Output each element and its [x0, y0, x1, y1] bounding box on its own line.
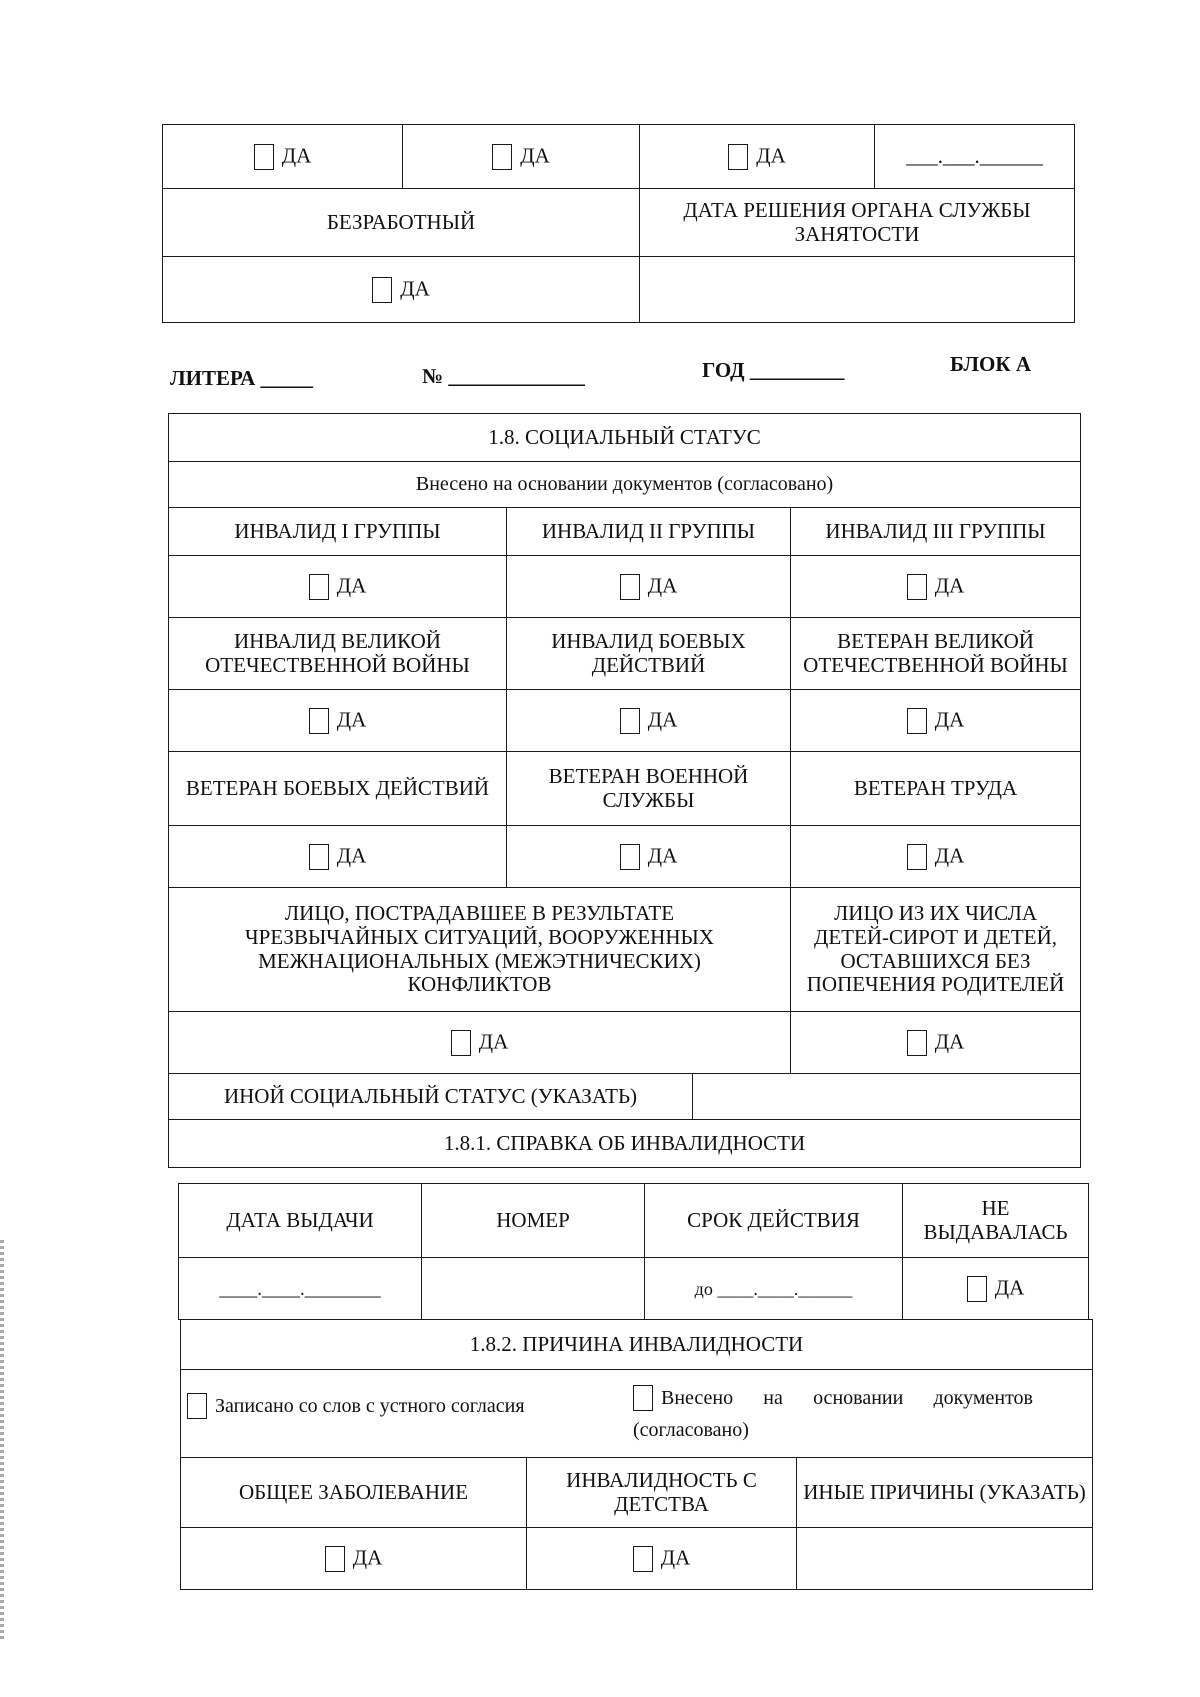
checkbox[interactable]	[372, 277, 392, 303]
general-disease-label: ОБЩЕЕ ЗАБОЛЕВАНИЕ	[181, 1458, 527, 1528]
checkbox-cell[interactable]: ДА	[640, 125, 875, 189]
veteran-labor-label: ВЕТЕРАН ТРУДА	[791, 752, 1081, 826]
social-status-table	[168, 413, 1081, 1168]
checkbox[interactable]	[309, 708, 329, 734]
checkbox[interactable]	[907, 708, 927, 734]
checkbox-cell[interactable]: ДА	[527, 1528, 797, 1590]
certificate-title: 1.8.1. СПРАВКА ОБ ИНВАЛИДНОСТИ	[169, 1120, 1081, 1168]
checkbox[interactable]	[728, 144, 748, 170]
checkbox-cell[interactable]: ДА	[791, 826, 1081, 888]
other-status-field[interactable]	[693, 1074, 1081, 1120]
certificate-table	[178, 1183, 1089, 1320]
date-field[interactable]: ___.___.______	[875, 125, 1075, 189]
scan-edge-artifact	[0, 1240, 4, 1640]
checkbox[interactable]	[309, 574, 329, 600]
basis-note: Внесено на основании документов (согласовано)	[169, 462, 1081, 508]
invalid-group-3-label: ИНВАЛИД III ГРУППЫ	[791, 508, 1081, 556]
invalid-group-2-label: ИНВАЛИД II ГРУППЫ	[507, 508, 791, 556]
consent-row	[181, 1370, 1093, 1458]
checkbox-cell[interactable]: ДА	[163, 125, 403, 189]
emergency-victim-label: ЛИЦО, ПОСТРАДАВШЕЕ В РЕЗУЛЬТАТЕ ЧРЕЗВЫЧАЙНЫХ СИТУАЦИЙ, ВООРУЖЕННЫХ МЕЖНАЦИОНАЛЬНЫХ (МЕЖЭТНИЧЕСКИХ) КОНФЛИКТОВ	[169, 888, 791, 1012]
checkbox[interactable]	[620, 574, 640, 600]
checkbox-cell[interactable]: ДА	[791, 690, 1081, 752]
other-status-label: ИНОЙ СОЦИАЛЬНЫЙ СТАТУС (УКАЗАТЬ)	[169, 1074, 693, 1120]
checkbox[interactable]	[633, 1546, 653, 1572]
invalid-combat-label: ИНВАЛИД БОЕВЫХ ДЕЙСТВИЙ	[507, 618, 791, 690]
checkbox-cell[interactable]: ДА	[169, 1012, 791, 1074]
other-causes-label: ИНЫЕ ПРИЧИНЫ (УКАЗАТЬ)	[797, 1458, 1093, 1528]
record-header	[170, 352, 1050, 392]
checkbox[interactable]	[620, 844, 640, 870]
validity-field[interactable]: до ____.____.______	[645, 1258, 903, 1320]
number-field[interactable]	[422, 1258, 645, 1320]
checkbox-cell[interactable]: ДА	[403, 125, 640, 189]
checkbox-cell[interactable]: ДА	[507, 690, 791, 752]
other-causes-field[interactable]	[797, 1528, 1093, 1590]
checkbox-cell[interactable]: ДА	[791, 556, 1081, 618]
cause-title: 1.8.2. ПРИЧИНА ИНВАЛИДНОСТИ	[181, 1320, 1093, 1370]
checkbox[interactable]	[620, 708, 640, 734]
invalid-wwii-label: ИНВАЛИД ВЕЛИКОЙ ОТЕЧЕСТВЕННОЙ ВОЙНЫ	[169, 618, 507, 690]
decision-date-label: ДАТА РЕШЕНИЯ ОРГАНА СЛУЖБЫ ЗАНЯТОСТИ	[640, 189, 1075, 257]
issue-date-label: ДАТА ВЫДАЧИ	[179, 1184, 422, 1258]
checkbox-cell[interactable]: ДА	[507, 826, 791, 888]
checkbox-cell[interactable]: ДА	[791, 1012, 1081, 1074]
unemployed-label: БЕЗРАБОТНЫЙ	[163, 189, 640, 257]
block-label: БЛОК А	[950, 352, 1031, 376]
oral-consent-option[interactable]: Записано со слов с устного согласия	[187, 1393, 525, 1419]
checkbox[interactable]	[967, 1276, 987, 1302]
not-issued-label: НЕ ВЫДАВАЛАСЬ	[903, 1184, 1089, 1258]
checkbox[interactable]	[633, 1385, 653, 1411]
invalid-group-1-label: ИНВАЛИД I ГРУППЫ	[169, 508, 507, 556]
validity-label: СРОК ДЕЙСТВИЯ	[645, 1184, 903, 1258]
decision-date-field[interactable]	[640, 257, 1075, 323]
checkbox[interactable]	[451, 1030, 471, 1056]
number-label: НОМЕР	[422, 1184, 645, 1258]
docs-consent-option[interactable]: Внесено на основании документов	[633, 1385, 1033, 1411]
checkbox[interactable]	[492, 144, 512, 170]
checkbox-cell[interactable]: ДА	[163, 257, 640, 323]
checkbox-cell[interactable]: ДА	[169, 826, 507, 888]
veteran-combat-label: ВЕТЕРАН БОЕВЫХ ДЕЙСТВИЙ	[169, 752, 507, 826]
section-title: 1.8. СОЦИАЛЬНЫЙ СТАТУС	[169, 414, 1081, 462]
checkbox[interactable]	[907, 574, 927, 600]
number-field[interactable]: № _____________	[422, 364, 585, 388]
checkbox[interactable]	[187, 1393, 207, 1419]
orphan-label: ЛИЦО ИЗ ИХ ЧИСЛА ДЕТЕЙ-СИРОТ И ДЕТЕЙ, ОСТАВШИХСЯ БЕЗ ПОПЕЧЕНИЯ РОДИТЕЛЕЙ	[791, 888, 1081, 1012]
checkbox-cell[interactable]: ДА	[181, 1528, 527, 1590]
year-field[interactable]: ГОД _________	[702, 358, 845, 382]
checkbox-cell[interactable]: ДА	[169, 556, 507, 618]
checkbox-cell[interactable]: ДА	[903, 1258, 1089, 1320]
veteran-wwii-label: ВЕТЕРАН ВЕЛИКОЙ ОТЕЧЕСТВЕННОЙ ВОЙНЫ	[791, 618, 1081, 690]
litera-field[interactable]: ЛИТЕРА _____	[170, 366, 314, 390]
consent-options	[181, 1373, 1092, 1455]
checkbox[interactable]	[907, 1030, 927, 1056]
disability-cause-table	[180, 1319, 1093, 1590]
veteran-military-label: ВЕТЕРАН ВОЕННОЙ СЛУЖБЫ	[507, 752, 791, 826]
checkbox[interactable]	[325, 1546, 345, 1572]
checkbox[interactable]	[254, 144, 274, 170]
childhood-disability-label: ИНВАЛИДНОСТЬ С ДЕТСТВА	[527, 1458, 797, 1528]
employment-table	[162, 124, 1075, 323]
checkbox[interactable]	[309, 844, 329, 870]
issue-date-field[interactable]: ____.____.________	[179, 1258, 422, 1320]
checkbox-cell[interactable]: ДА	[507, 556, 791, 618]
docs-consent-note: (согласовано)	[633, 1418, 749, 1441]
checkbox-cell[interactable]: ДА	[169, 690, 507, 752]
checkbox[interactable]	[907, 844, 927, 870]
